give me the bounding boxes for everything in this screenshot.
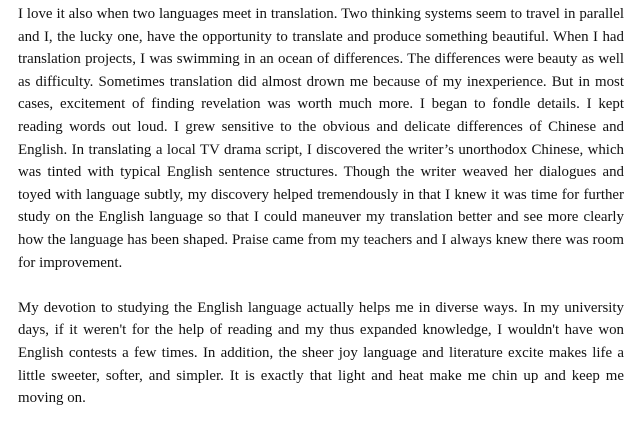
paragraph-english-devotion: My devotion to studying the English language actually helps me in diverse ways. In my university days, if it weren't for the help of reading and my thus expanded knowledge, I wouldn't have won English contests a few times. In addition, the sheer joy language and literature excite makes life a little sweeter, softer, and simpler. It is exactly that light and heat make me chin up and keep me moving on.	[18, 299, 624, 407]
paragraph-translation: I love it also when two languages meet in translation. Two thinking systems seem to travel in parallel and I, the lucky one, have the opportunity to translate and produce something beautiful. When I had translation projects, I was swimming in an ocean of differences. The differences were beauty as well as difficulty. Sometimes translation did almost drown me because of my inexperience. But in most cases, excitement of finding revelation was worth much more. I began to fondle details. I kept reading words out loud. I grew sensitive to the obvious and delicate differences of Chinese and English. In translating a local TV drama script, I discovered the writer’s unorthodox Chinese, which was tinted with typical English sentence structures. Though the writer weaved her dialogues and toyed with language subtly, my discovery helped tremendously in that I knew it was time for further study on the English language so that I could maneuver my translation better and see more clearly how the language has been shaped. Praise came from my teachers and I always knew there was room for improvement.	[18, 6, 624, 271]
